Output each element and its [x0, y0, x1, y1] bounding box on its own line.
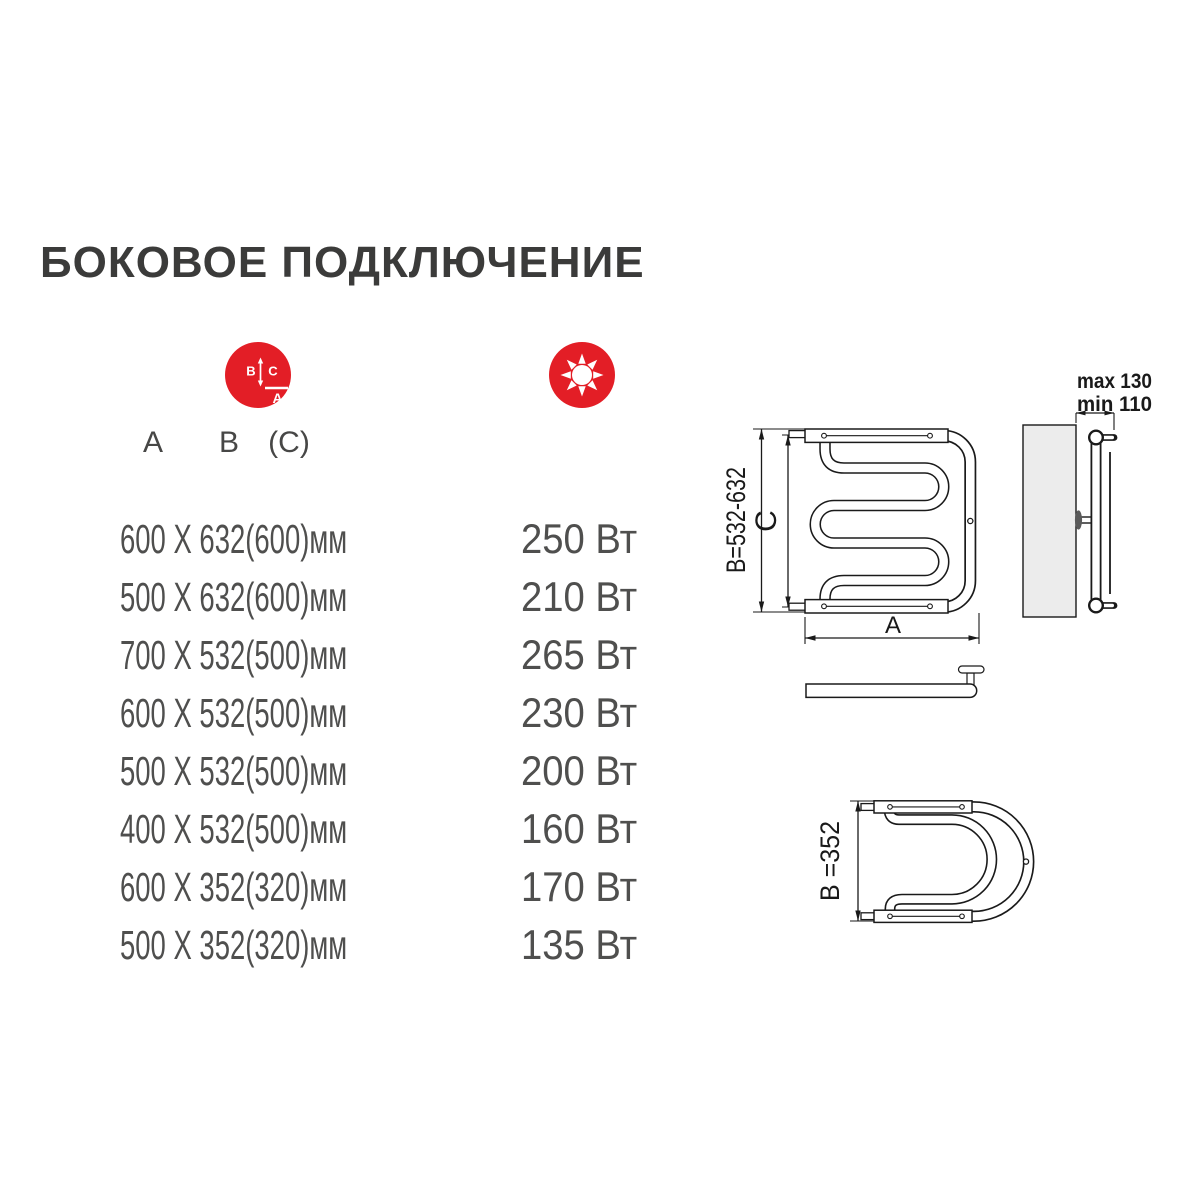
- row-size: 600 X 532(500)мм: [120, 690, 348, 736]
- row-power: 160 Вт: [521, 805, 638, 852]
- side-view-drawing: [1023, 370, 1152, 617]
- front-view-drawing: [721, 429, 979, 644]
- row-size: 600 X 632(600)мм: [120, 516, 348, 562]
- column-header-b: B: [218, 426, 240, 459]
- top-view-bar: [806, 684, 977, 697]
- icon-label-b: B: [246, 363, 256, 379]
- side-view-max-label: max 130: [1077, 370, 1152, 393]
- top-view-drawing: [806, 666, 984, 697]
- row-power: 210 Вт: [521, 573, 638, 620]
- row-power: 230 Вт: [521, 689, 638, 736]
- mounting-bar-top: [805, 429, 948, 442]
- row-power: 200 Вт: [521, 747, 638, 794]
- u-inner-pipe: [889, 806, 992, 914]
- air-vent-dot: [968, 518, 973, 523]
- front-view-width-label: A: [884, 612, 902, 639]
- row-size: 400 X 532(500)мм: [120, 806, 348, 852]
- row-size: 700 X 532(500)мм: [120, 632, 348, 678]
- front-view-height-label: B=532-632: [721, 440, 751, 573]
- row-size: 500 X 532(500)мм: [120, 748, 348, 794]
- column-header-a: A: [142, 426, 164, 459]
- mounting-bar-bottom: [874, 910, 972, 922]
- mounting-bar-top: [874, 801, 972, 813]
- u-view-drawing: [815, 801, 1029, 923]
- top-connection: [1089, 431, 1114, 445]
- row-size: 600 X 352(320)мм: [120, 864, 348, 910]
- pipe-stub: [861, 804, 875, 811]
- row-power: 265 Вт: [521, 631, 638, 678]
- valve-cap: [959, 666, 985, 673]
- outer-right-pipe: [934, 436, 973, 607]
- pipe-stub: [861, 913, 875, 920]
- row-size: 500 X 352(320)мм: [120, 922, 348, 968]
- page-title: БОКОВОЕ ПОДКЛЮЧЕНИЕ: [40, 238, 645, 287]
- row-power: 135 Вт: [521, 921, 638, 968]
- pipe-stub: [789, 603, 806, 610]
- row-size: 500 X 632(600)мм: [120, 574, 348, 620]
- bottom-connection: [1089, 599, 1114, 613]
- wall-bracket: [1075, 510, 1092, 529]
- row-power: 250 Вт: [521, 515, 638, 562]
- row-power: 170 Вт: [521, 863, 638, 910]
- spec-table: [0, 0, 700, 1000]
- icon-label-c: C: [268, 363, 278, 379]
- valve-stem: [967, 673, 974, 685]
- u-view-height-label: B =352: [815, 814, 845, 901]
- wall: [1023, 425, 1076, 617]
- side-view-min-label: min 110: [1077, 393, 1152, 416]
- serpentine-coil: [815, 436, 944, 607]
- icon-label-a: A: [272, 390, 283, 406]
- front-view-c-label: C: [750, 510, 783, 532]
- mounting-bar-bottom: [805, 600, 948, 613]
- column-header-c: (C): [268, 426, 310, 459]
- technical-drawings: [700, 350, 1180, 990]
- pipe-stub: [789, 431, 806, 438]
- air-vent-dot: [1023, 859, 1028, 864]
